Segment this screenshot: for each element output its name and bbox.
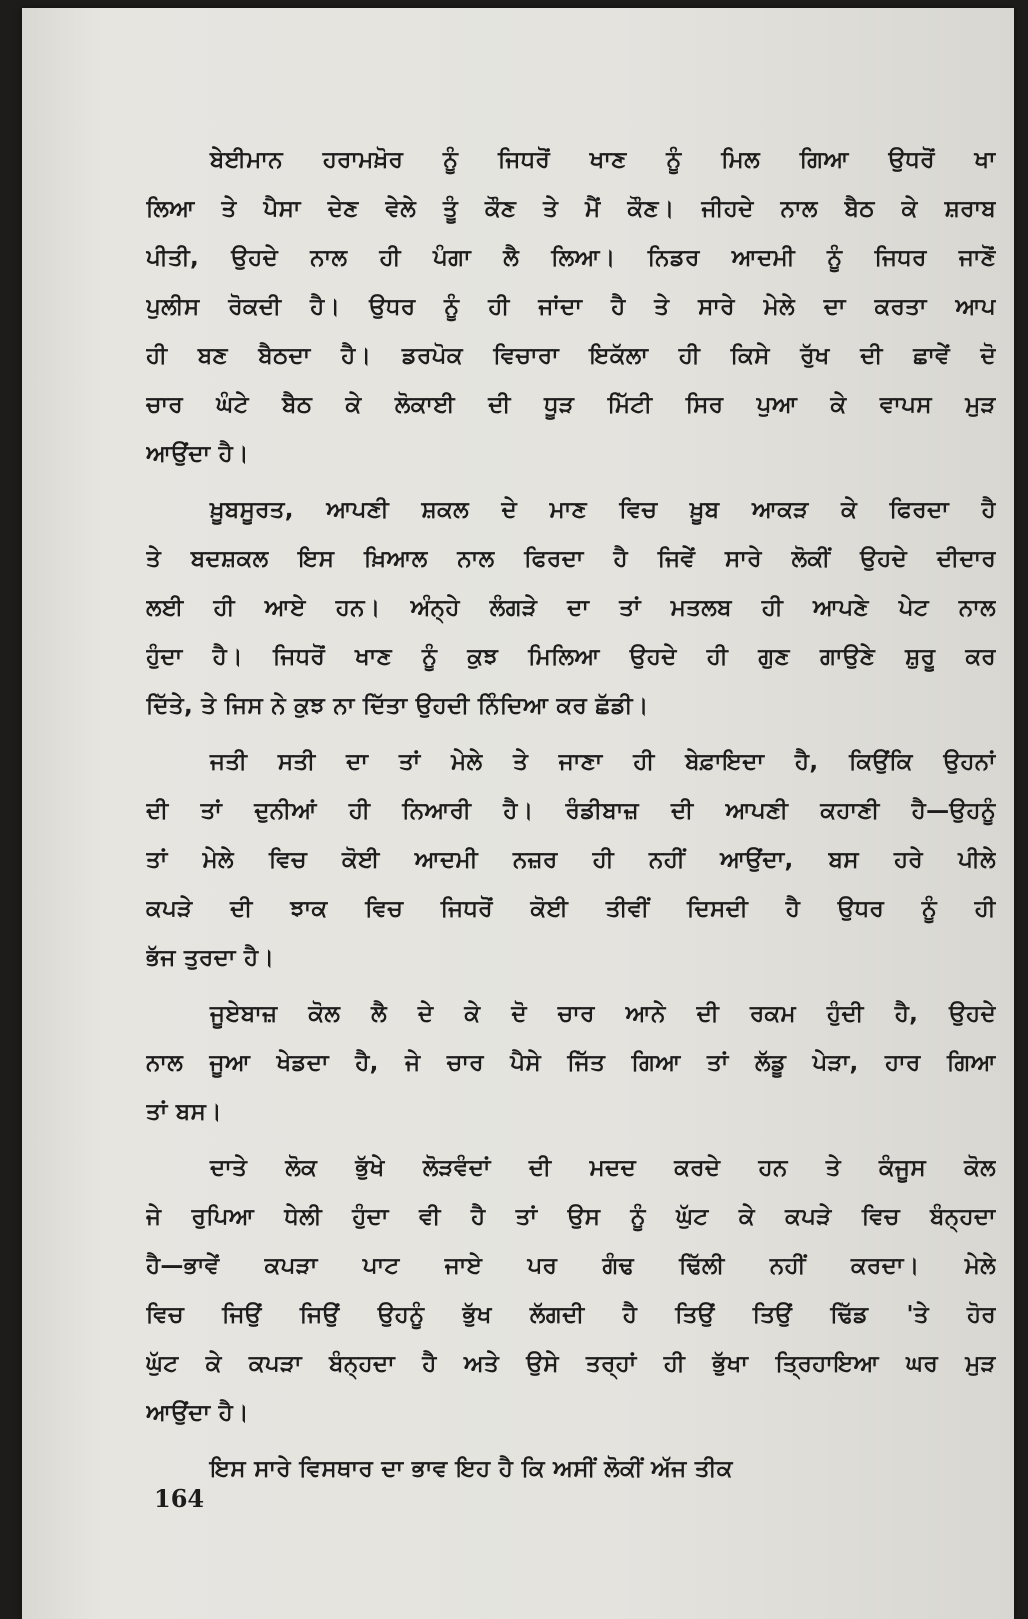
paragraph <box>146 990 996 1137</box>
text-line: ਤਾਂ ਬਸ। <box>146 1099 222 1125</box>
text-line: ਤਾਂ ਮੇਲੇ ਵਿਚ ਕੋਈ ਆਦਮੀ ਨਜ਼ਰ ਹੀ ਨਹੀਂ ਆਉਂਦਾ, ਬਸ ਹਰੇ ਪੀਲੇ <box>146 847 996 873</box>
text-line: ਚਾਰ ਘੰਟੇ ਬੈਠ ਕੇ ਲੋਕਾਈ ਦੀ ਧੂੜ ਮਿੱਟੀ ਸਿਰ ਪੁਆ ਕੇ ਵਾਪਸ ਮੁੜ <box>146 392 996 418</box>
paragraph <box>146 136 996 479</box>
text-line: ਲਿਆ ਤੇ ਪੈਸਾ ਦੇਣ ਵੇਲੇ ਤੂੰ ਕੌਣ ਤੇ ਮੈਂ ਕੌਣ। ਜੀਹਦੇ ਨਾਲ ਬੈਠ ਕੇ ਸ਼ਰਾਬ <box>146 196 996 222</box>
text-line: ਲਈ ਹੀ ਆਏ ਹਨ। ਅੰਨ੍ਹੇ ਲੰਗੜੇ ਦਾ ਤਾਂ ਮਤਲਬ ਹੀ ਆਪਣੇ ਪੇਟ ਨਾਲ <box>146 595 996 621</box>
text-line: ਹੁੰਦਾ ਹੈ। ਜਿਧਰੋਂ ਖਾਣ ਨੂੰ ਕੁਝ ਮਿਲਿਆ ਉਹਦੇ ਹੀ ਗੁਣ ਗਾਉਣੇ ਸ਼ੁਰੂ ਕਰ <box>146 644 996 670</box>
text-line: ਦਿੱਤੇ, ਤੇ ਜਿਸ ਨੇ ਕੁਝ ਨਾ ਦਿੱਤਾ ਉਹਦੀ ਨਿੰਦਿਆ ਕਰ ਛੱਡੀ। <box>146 693 649 719</box>
text-line: ਪੀਤੀ, ਉਹਦੇ ਨਾਲ ਹੀ ਪੰਗਾ ਲੈ ਲਿਆ। ਨਿਡਰ ਆਦਮੀ ਨੂੰ ਜਿਧਰ ਜਾਣੋਂ <box>146 245 996 271</box>
text-line: ਜੂਏਬਾਜ਼ ਕੋਲ ਲੈ ਦੇ ਕੇ ਦੋ ਚਾਰ ਆਨੇ ਦੀ ਰਕਮ ਹੁੰਦੀ ਹੈ, ਉਹਦੇ <box>210 1001 996 1027</box>
text-line: ਆਉਂਦਾ ਹੈ। <box>146 1400 249 1426</box>
paragraph <box>146 1144 996 1438</box>
text-line: ਹੈ—ਭਾਵੇਂ ਕਪੜਾ ਪਾਟ ਜਾਏ ਪਰ ਗੰਢ ਢਿੱਲੀ ਨਹੀਂ ਕਰਦਾ। ਮੇਲੇ <box>146 1253 996 1279</box>
text-line: ਖ਼ੂਬਸੂਰਤ, ਆਪਣੀ ਸ਼ਕਲ ਦੇ ਮਾਣ ਵਿਚ ਖ਼ੂਬ ਆਕੜ ਕੇ ਫਿਰਦਾ ਹੈ <box>210 497 996 523</box>
text-line: ਕਪੜੇ ਦੀ ਝਾਕ ਵਿਚ ਜਿਧਰੋਂ ਕੋਈ ਤੀਵੀਂ ਦਿਸਦੀ ਹੈ ਉਧਰ ਨੂੰ ਹੀ <box>146 896 996 922</box>
paragraph <box>146 486 996 731</box>
text-line: ਘੁੱਟ ਕੇ ਕਪੜਾ ਬੰਨ੍ਹਦਾ ਹੈ ਅਤੇ ਉਸੇ ਤਰ੍ਹਾਂ ਹੀ ਭੁੱਖਾ ਤ੍ਰਿਹਾਇਆ ਘਰ ਮੁੜ <box>146 1351 996 1377</box>
paragraph <box>146 1445 996 1494</box>
text-line: ਨਾਲ ਜੂਆ ਖੇਡਦਾ ਹੈ, ਜੇ ਚਾਰ ਪੈਸੇ ਜਿੱਤ ਗਿਆ ਤਾਂ ਲੱਡੂ ਪੇੜਾ, ਹਾਰ ਗਿਆ <box>146 1050 996 1076</box>
page-number: 164 <box>154 1484 205 1513</box>
text-line: ਬੇਈਮਾਨ ਹਰਾਮਖ਼ੋਰ ਨੂੰ ਜਿਧਰੋਂ ਖਾਣ ਨੂੰ ਮਿਲ ਗਿਆ ਉਧਰੋਂ ਖਾ <box>210 147 996 173</box>
text-line: ਤੇ ਬਦਸ਼ਕਲ ਇਸ ਖ਼ਿਆਲ ਨਾਲ ਫਿਰਦਾ ਹੈ ਜਿਵੇਂ ਸਾਰੇ ਲੋਕੀਂ ਉਹਦੇ ਦੀਦਾਰ <box>146 546 996 572</box>
text-line: ਦਾਤੇ ਲੋਕ ਭੁੱਖੇ ਲੋੜਵੰਦਾਂ ਦੀ ਮਦਦ ਕਰਦੇ ਹਨ ਤੇ ਕੰਜੂਸ ਕੋਲ <box>210 1155 996 1181</box>
text-line: ਇਸ ਸਾਰੇ ਵਿਸਥਾਰ ਦਾ ਭਾਵ ਇਹ ਹੈ ਕਿ ਅਸੀਂ ਲੋਕੀਂ ਅੱਜ ਤੀਕ <box>210 1456 733 1482</box>
text-line: ਵਿਚ ਜਿਉਂ ਜਿਉਂ ਉਹਨੂੰ ਭੁੱਖ ਲੱਗਦੀ ਹੈ ਤਿਉਂ ਤਿਉਂ ਢਿੱਡ 'ਤੇ ਹੋਰ <box>146 1302 996 1328</box>
text-line: ਹੀ ਬਣ ਬੈਠਦਾ ਹੈ। ਡਰਪੋਕ ਵਿਚਾਰਾ ਇਕੱਲਾ ਹੀ ਕਿਸੇ ਰੁੱਖ ਦੀ ਛਾਵੇਂ ਦੋ <box>146 343 996 369</box>
text-line: ਪੁਲੀਸ ਰੋਕਦੀ ਹੈ। ਉਧਰ ਨੂੰ ਹੀ ਜਾਂਦਾ ਹੈ ਤੇ ਸਾਰੇ ਮੇਲੇ ਦਾ ਕਰਤਾ ਆਪ <box>146 294 996 320</box>
book-page <box>22 8 1014 1619</box>
text-line: ਜੇ ਰੁਪਿਆ ਧੇਲੀ ਹੁੰਦਾ ਵੀ ਹੈ ਤਾਂ ਉਸ ਨੂੰ ਘੁੱਟ ਕੇ ਕਪੜੇ ਵਿਚ ਬੰਨ੍ਹਦਾ <box>146 1204 996 1230</box>
text-line: ਆਉਂਦਾ ਹੈ। <box>146 441 249 467</box>
text-line: ਜਤੀ ਸਤੀ ਦਾ ਤਾਂ ਮੇਲੇ ਤੇ ਜਾਣਾ ਹੀ ਬੇਫ਼ਾਇਦਾ ਹੈ, ਕਿਉਂਕਿ ਉਹਨਾਂ <box>210 749 996 775</box>
text-line: ਭੱਜ ਤੁਰਦਾ ਹੈ। <box>146 945 275 971</box>
paragraph <box>146 738 996 983</box>
text-line: ਦੀ ਤਾਂ ਦੁਨੀਆਂ ਹੀ ਨਿਆਰੀ ਹੈ। ਰੰਡੀਬਾਜ਼ ਦੀ ਆਪਣੀ ਕਹਾਣੀ ਹੈ—ਉਹਨੂੰ <box>146 798 996 824</box>
body-text <box>146 136 996 1494</box>
